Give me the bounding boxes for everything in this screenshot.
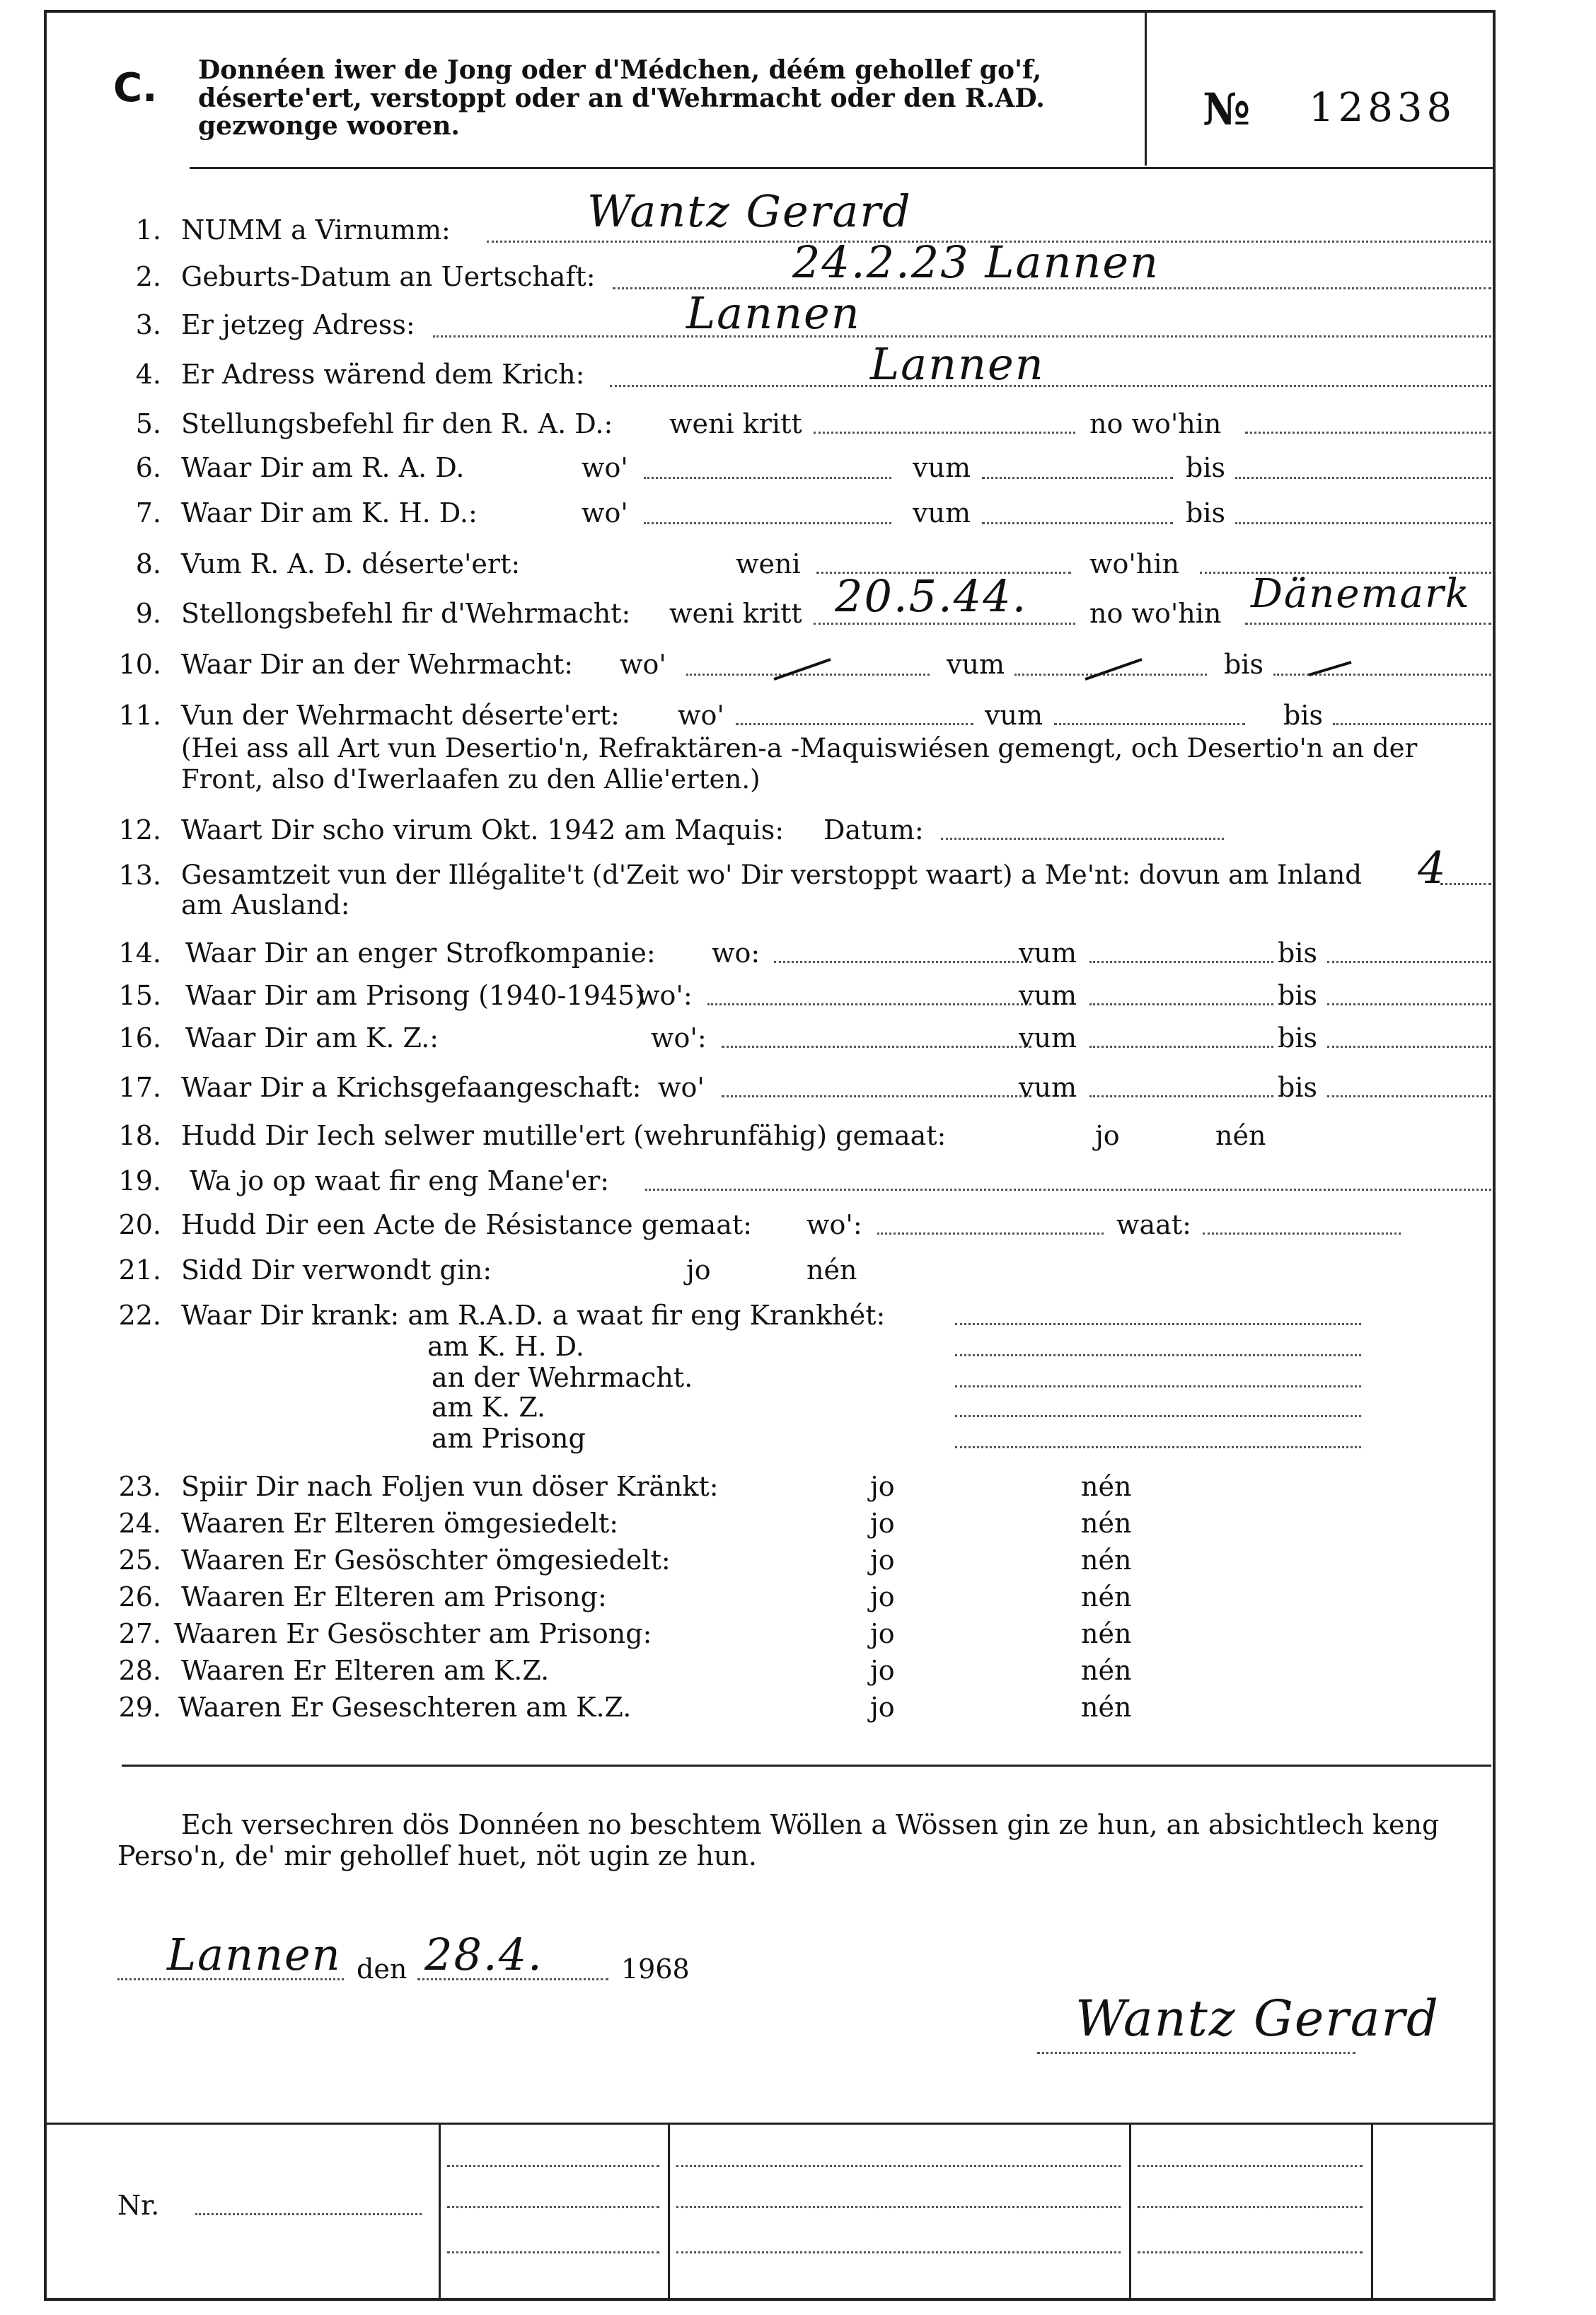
footer-divider [1371,2123,1373,2301]
mutilation-label: Hudd Dir Iech selwer mutille'ert (wehrunfähig) gemaat: [181,1120,947,1151]
row-number: 21. [118,1254,161,1286]
wo-label: wo': [806,1209,862,1240]
row-number: 19. [118,1165,161,1196]
strofkompanie-label: Waar Dir an enger Strofkompanie: [185,937,656,969]
row-number: 20. [118,1209,161,1240]
bis-label: bis [1278,1072,1317,1103]
parents-resettled-label: Waaren Er Elteren ömgesiedelt: [181,1508,619,1539]
wo-label: wo' [582,497,628,529]
field-line [982,477,1173,479]
den-label: den [357,1953,407,1985]
header-divider [1145,10,1147,166]
field-line [1089,1003,1273,1005]
bis-label: bis [1186,452,1225,483]
row-number: 23. [118,1471,161,1502]
field-line [955,1446,1361,1448]
parents-prison-label: Waaren Er Elteren am Prisong: [181,1581,607,1612]
row-number: 22. [118,1300,161,1331]
weni-label: weni [736,548,801,579]
field-line [722,1095,1031,1097]
field-line [447,2251,659,2253]
signature: Wantz Gerard [1075,1990,1440,2048]
field-line [707,1003,1031,1005]
vum-label: vum [1019,1022,1077,1053]
field-line [736,723,973,725]
footer-rule [47,2123,1494,2125]
field-line [447,2206,659,2208]
war-address-field-line [610,385,1491,387]
bis-label: bis [1278,1022,1317,1053]
row-number: 28. [118,1655,161,1686]
form-title: Donnéen iwer de Jong oder d'Médchen, déém gehollef go'f, déserte'ert, verstoppt oder an d'Wehrmacht oder den R.AD. gezwonge wooren. [198,55,1045,142]
rad-desert-label: Vum R. A. D. déserte'ert: [181,548,521,579]
field-line [1138,2206,1363,2208]
vum-label: vum [1019,980,1077,1011]
row-number: 3. [135,309,161,340]
address-label: Er jetzeg Adress: [181,309,415,340]
field-line [645,1189,1491,1191]
kz-label: Waar Dir am K. Z.: [185,1022,439,1053]
row-number: 4. [135,359,161,390]
row-number: 10. [118,649,161,680]
field-line [1245,623,1491,625]
jo-option: jo [686,1254,711,1286]
field-line [1440,883,1491,885]
field-line [1203,1232,1401,1235]
field-line [1235,477,1491,479]
wo-label: wo': [637,980,693,1011]
field-line [1235,522,1491,524]
bis-label: bis [1224,649,1264,680]
row-number: 2. [135,261,161,292]
bis-label: bis [1186,497,1225,529]
field-line [1327,1095,1491,1097]
order-date-value: 20.5.44. [835,570,1028,622]
field-line [722,1046,1031,1048]
field-line [676,2251,1121,2253]
nen-option: nén [1081,1618,1132,1649]
nr-field-line [195,2213,422,2215]
address-value: Lannen [686,287,861,339]
resistance-label: Hudd Dir een Acte de Résistance gemaat: [181,1209,752,1240]
row-number: 18. [118,1120,161,1151]
jo-option: jo [870,1508,895,1539]
field-line [814,623,1075,625]
inland-months-value: 4 [1418,842,1447,894]
field-line [1089,1095,1273,1097]
nen-option: nén [1081,1508,1132,1539]
dash-mark [1306,658,1355,679]
field-line [644,477,891,479]
field-line [1138,2251,1363,2253]
wohin-label: wo'hin [1089,548,1179,579]
bis-label: bis [1283,700,1323,731]
field-line [1138,2165,1363,2167]
manner-label: Wa jo op waat fir eng Mane'er: [190,1165,610,1196]
illness-label: Waar Dir krank: am R.A.D. a waat fir eng Krankhét: [181,1300,886,1331]
dash-mark [771,655,835,683]
wounded-label: Sidd Dir verwondt gin: [181,1254,492,1286]
field-line [1333,723,1491,725]
row-number: 14. [118,937,161,969]
name-value: Wantz Gerard [587,185,912,237]
pow-label: Waar Dir a Krichsgefaangeschaft: [181,1072,642,1103]
field-line [941,838,1224,840]
weni-kritt-label: weni kritt [669,598,802,629]
order-place-value: Dänemark [1251,571,1471,617]
siblings-resettled-label: Waaren Er Gesöschter ömgesiedelt: [181,1545,671,1576]
row-number: 27. [118,1618,161,1649]
row-number: 6. [135,452,161,483]
war-address-label: Er Adress wärend dem Krich: [181,359,585,390]
nen-option: nén [806,1254,857,1286]
row-number: 15. [118,980,161,1011]
birth-label: Geburts-Datum an Uertschaft: [181,261,596,292]
declaration-line-1: Ech versechren dös Donnéen no beschtem Wöllen a Wössen gin ze hun, an absichtlech keng [181,1809,1440,1840]
name-label: NUMM a Virnumm: [181,214,451,246]
field-line [1089,1046,1273,1048]
illness-kz-label: am K. Z. [432,1392,546,1423]
vum-label: vum [913,452,971,483]
nen-option: nén [1081,1655,1132,1686]
wo-label: wo' [678,700,724,731]
year-label: 1968 [621,1953,690,1985]
no-wohin-label: no wo'hin [1089,408,1222,439]
illness-wehrmacht-label: an der Wehrmacht. [432,1362,693,1393]
header-rule [190,167,1494,169]
wehrmacht-desert-label: Vun der Wehrmacht déserte'ert: [181,700,620,731]
illegality-label: Gesamtzeit vun der Illégalite't (d'Zeit wo' Dir verstoppt waart) a Me'nt: dovun am Inland [181,860,1362,890]
address-field-line [433,335,1491,337]
jo-option: jo [870,1545,895,1576]
vum-label: vum [985,700,1043,731]
form-border-right [1493,10,1496,2301]
field-line [955,1323,1361,1325]
nen-option: nén [1081,1471,1132,1502]
rad-order-label: Stellungsbefehl fir den R. A. D.: [181,408,613,439]
row-number: 13. [118,860,161,891]
desertion-note: (Hei ass all Art vun Desertio'n, Refraktären-a -Maquiswiésen gemengt, och Desertio'n an der Front, also d'Iwerlaafen zu den Allie'erten.) [181,733,1418,795]
field-line [676,2165,1121,2167]
prison-label: Waar Dir am Prisong (1940-1945) [185,980,645,1011]
row-number: 5. [135,408,161,439]
nen-option: nén [1081,1545,1132,1576]
field-line [1245,432,1491,434]
wo-label: wo': [651,1022,707,1053]
illness-khd-label: am K. H. D. [427,1331,584,1362]
vum-label: vum [913,497,971,529]
footer-divider [1129,2123,1131,2301]
place-value: Lannen [167,1929,342,1980]
vum-label: vum [1019,1072,1077,1103]
weni-kritt-label: weni kritt [669,408,802,439]
field-line [447,2165,659,2167]
nr-label: Nr. [117,2190,160,2221]
field-line [1327,961,1491,963]
wo-label: wo: [712,937,761,969]
jo-option: jo [870,1581,895,1612]
waat-label: waat: [1116,1209,1191,1240]
date-value: 28.4. [424,1929,543,1980]
field-line [1054,723,1245,725]
row-number: 11. [118,700,161,731]
row-number: 9. [135,598,161,629]
illness-prison-label: am Prisong [432,1423,586,1454]
siblings-kz-label: Waaren Er Geseschteren am K.Z. [178,1692,632,1723]
nen-option: nén [1081,1581,1132,1612]
nen-option: nén [1215,1120,1266,1151]
field-line [1327,1046,1491,1048]
dash-mark [1082,655,1146,683]
no-wohin-label: no wo'hin [1089,598,1222,629]
document-number: 12838 [1309,85,1457,131]
nen-option: nén [1081,1692,1132,1723]
consequences-label: Spiir Dir nach Foljen vun döser Kränkt: [181,1471,719,1502]
field-line [644,522,891,524]
row-number: 7. [135,497,161,529]
row-number: 29. [118,1692,161,1723]
abroad-label: am Ausland: [181,889,350,920]
siblings-prison-label: Waaren Er Gesöschter am Prisong: [174,1618,652,1649]
row-number: 1. [135,214,161,246]
war-address-value: Lannen [870,338,1045,390]
field-line [676,2206,1121,2208]
jo-option: jo [870,1618,895,1649]
datum-label: Datum: [823,814,924,845]
jo-option: jo [870,1692,895,1723]
field-line [955,1385,1361,1387]
vum-label: vum [947,649,1005,680]
section-letter: C. [113,65,158,111]
khd-label: Waar Dir am K. H. D.: [181,497,478,529]
field-line [955,1354,1361,1356]
bis-label: bis [1278,980,1317,1011]
rad-label: Waar Dir am R. A. D. [181,452,465,483]
field-line [1327,1003,1491,1005]
row-number: 12. [118,814,161,845]
wehrmacht-label: Waar Dir an der Wehrmacht: [181,649,574,680]
vum-label: vum [1019,937,1077,969]
field-line [877,1232,1104,1235]
declaration-line-2: Perso'n, de' mir gehollef huet, nöt ugin ze hun. [117,1840,758,1871]
wo-label: wo' [658,1072,705,1103]
footer-divider [439,2123,441,2301]
field-line [814,432,1075,434]
parents-kz-label: Waaren Er Elteren am K.Z. [181,1655,550,1686]
jo-option: jo [1095,1120,1120,1151]
row-number: 17. [118,1072,161,1103]
wo-label: wo' [582,452,628,483]
number-symbol: № [1203,83,1251,135]
maquis-label: Waart Dir scho virum Okt. 1942 am Maquis: [181,814,785,845]
section-rule [122,1765,1491,1767]
jo-option: jo [870,1655,895,1686]
jo-option: jo [870,1471,895,1502]
birth-value: 24.2.23 Lannen [792,236,1160,288]
field-line [774,961,1031,963]
row-number: 8. [135,548,161,579]
wehrmacht-order-label: Stellongsbefehl fir d'Wehrmacht: [181,598,631,629]
row-number: 24. [118,1508,161,1539]
field-line [1089,961,1273,963]
field-line [982,522,1173,524]
field-line [955,1415,1361,1417]
row-number: 26. [118,1581,161,1612]
row-number: 25. [118,1545,161,1576]
signature-line [1037,2052,1355,2054]
wo-label: wo' [620,649,666,680]
bis-label: bis [1278,937,1317,969]
footer-divider [668,2123,670,2301]
row-number: 16. [118,1022,161,1053]
